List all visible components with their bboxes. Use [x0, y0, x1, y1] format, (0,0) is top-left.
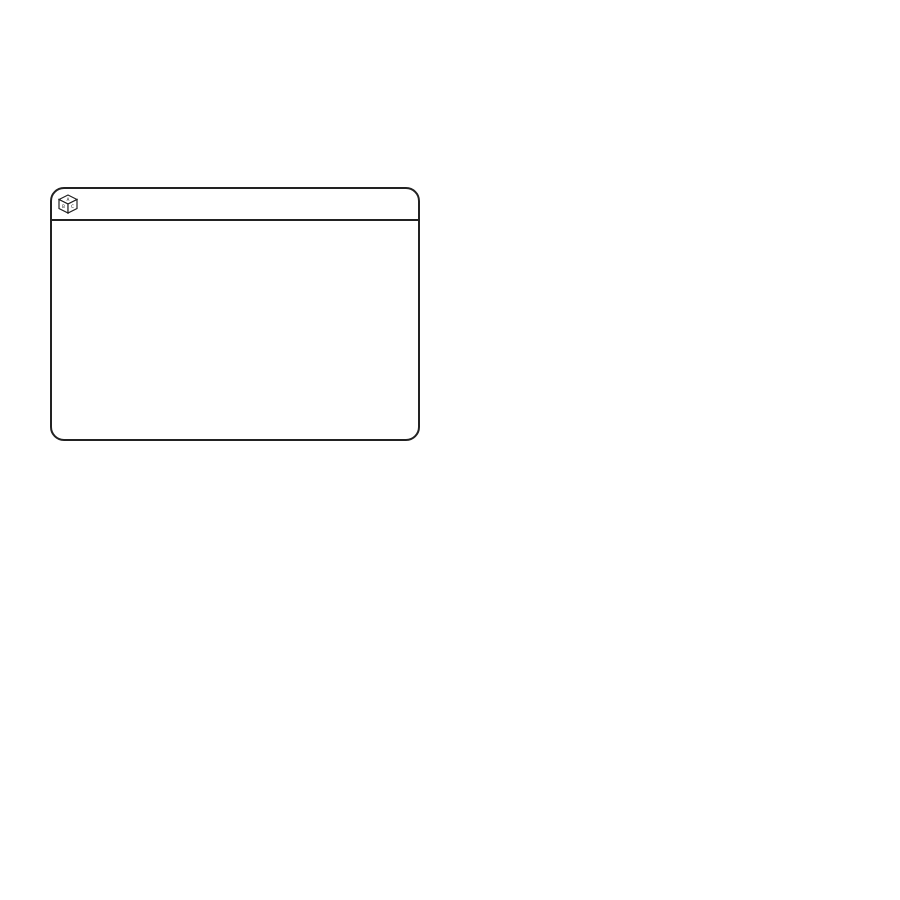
abc-cube-icon	[58, 194, 78, 214]
panel-header	[52, 189, 418, 221]
svg-text:A: A	[66, 197, 70, 202]
lesson-panel	[50, 187, 420, 441]
svg-text:B: B	[62, 204, 65, 209]
svg-text:C: C	[71, 204, 74, 209]
